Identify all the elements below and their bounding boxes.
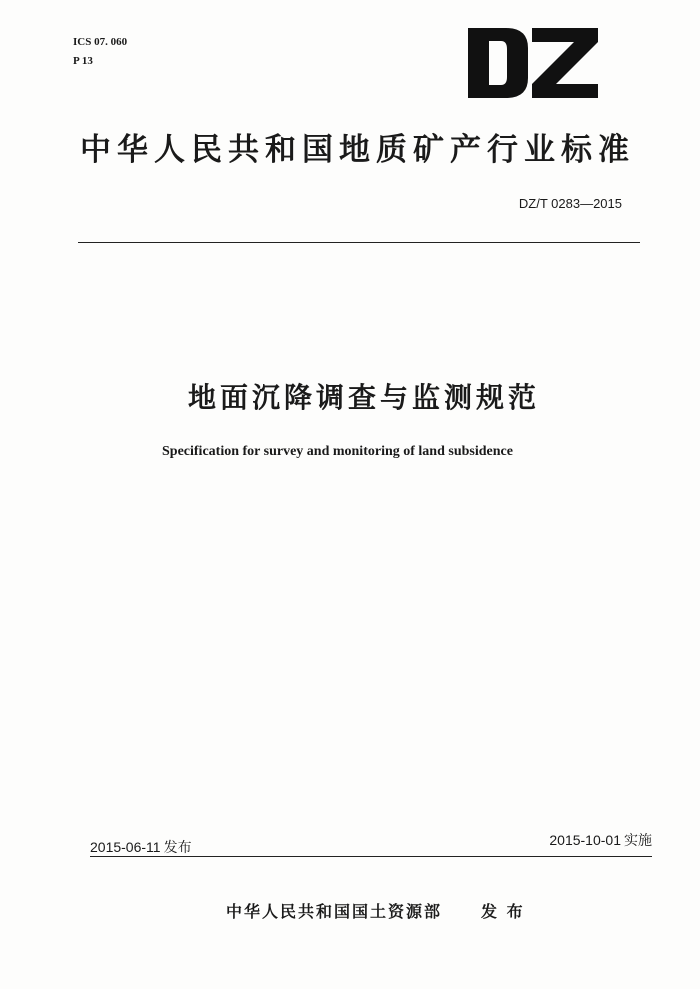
ics-code: ICS 07. 060 bbox=[73, 36, 128, 48]
implementation-date-label: 实施 bbox=[624, 833, 652, 849]
standard-number: DZ/T 0283—2015 bbox=[518, 196, 622, 211]
dz-logo-letter-z bbox=[532, 28, 598, 98]
dz-logo-letter-d bbox=[468, 28, 528, 98]
document-title-en: Specification for survey and monitoring of land subsidence bbox=[162, 444, 513, 459]
issuer-action: 发 布 bbox=[481, 902, 525, 921]
implementation-date bbox=[549, 831, 652, 850]
implementation-date-value: 2015-10-01 bbox=[549, 832, 621, 848]
standard-category: 中华人民共和国地质矿产行业标准 bbox=[80, 132, 635, 168]
ccs-code: P 13 bbox=[73, 55, 93, 67]
issuer-name: 中华人民共和国国土资源部 bbox=[226, 902, 443, 921]
document-title-zh: 地面沉降调查与监测规范 bbox=[188, 381, 541, 414]
top-divider bbox=[78, 242, 640, 243]
issue-date-label: 发布 bbox=[163, 840, 192, 856]
dz-logo bbox=[468, 28, 598, 98]
bottom-divider bbox=[90, 856, 652, 857]
issue-date-value: 2015-06-11 bbox=[90, 839, 161, 855]
issue-date bbox=[90, 838, 192, 857]
